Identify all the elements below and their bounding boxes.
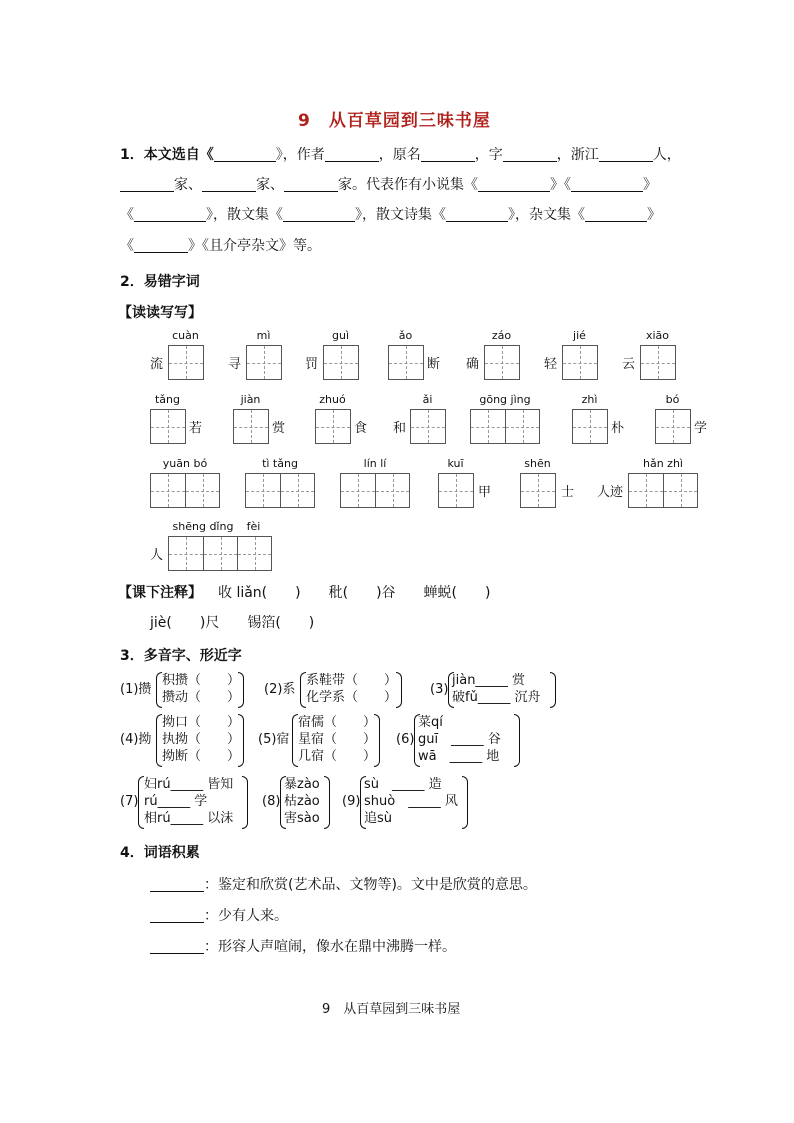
pinyin: hǎn zhì xyxy=(643,457,683,470)
item: 妇rú_____ 皆知 xyxy=(144,777,234,792)
q1-text: 》，杂文集《 xyxy=(508,207,585,223)
page-footer: 9 从百草园到三味书屋 xyxy=(322,1002,461,1017)
right-brace xyxy=(462,776,468,829)
q1-line-2 xyxy=(120,170,657,201)
item: jiàn_____ 赏 xyxy=(452,673,526,688)
writing-box[interactable] xyxy=(168,536,272,571)
q1-text: 》，作者 xyxy=(275,147,325,163)
q1-line-1 xyxy=(120,140,681,171)
char: 士 xyxy=(561,485,575,500)
item: 害sào xyxy=(284,811,320,826)
blank[interactable] xyxy=(150,906,204,923)
blank[interactable] xyxy=(446,205,508,222)
group-label: (4)拗 xyxy=(120,732,152,747)
q3-heading: 3．多音字、形近字 xyxy=(120,648,242,664)
item: 积攒（ ） xyxy=(162,673,241,688)
item: 攒动（ ） xyxy=(162,690,241,705)
q1-text: 家。代表作有小说集《 xyxy=(338,177,478,193)
item: 暴zào xyxy=(284,777,320,792)
char: 甲 xyxy=(478,485,492,500)
pinyin: tǎng xyxy=(154,393,180,406)
char: 赏 xyxy=(272,421,286,436)
pinyin: shēn xyxy=(524,457,551,470)
q1-text: 》 xyxy=(643,177,657,193)
right-brace xyxy=(550,672,556,708)
item: 拗口（ ） xyxy=(162,715,241,730)
item: 拗断（ ） xyxy=(162,749,241,764)
item: 追sù xyxy=(364,811,393,826)
item: 几宿（ ） xyxy=(298,749,377,764)
blank[interactable] xyxy=(202,175,256,192)
char: 轻 xyxy=(544,357,558,372)
group-label: (7) xyxy=(120,794,139,809)
blank[interactable] xyxy=(325,145,379,162)
q1-text: 1．本文选自《 xyxy=(120,147,214,163)
item: 化学系（ ） xyxy=(306,690,398,705)
q4-definition: ：少有人来。 xyxy=(204,908,288,924)
writing-box[interactable] xyxy=(340,473,410,508)
q1-line-4 xyxy=(120,231,321,262)
writing-box[interactable] xyxy=(233,409,269,444)
item: 破fǔ_____ 沉舟 xyxy=(452,690,541,705)
item: 相rú_____ 以沫 xyxy=(144,811,234,826)
writing-box[interactable] xyxy=(484,345,520,380)
pinyin: xiāo xyxy=(645,329,670,342)
group-label: (8) xyxy=(262,794,281,809)
blank[interactable] xyxy=(585,205,647,222)
pinyin: shēng dǐng xyxy=(172,520,234,533)
char: 食 xyxy=(354,421,368,436)
pinyin: cuàn xyxy=(172,329,199,342)
pinyin: bó xyxy=(665,393,680,406)
q1-text: 《 xyxy=(120,207,134,223)
char: 和 xyxy=(393,421,407,436)
pinyin: jiàn xyxy=(240,393,261,406)
char: 学 xyxy=(694,421,708,436)
right-brace xyxy=(374,714,380,767)
writing-box[interactable] xyxy=(150,473,220,508)
item: 执拗（ ） xyxy=(162,732,241,747)
blank[interactable] xyxy=(571,175,643,192)
right-brace xyxy=(238,672,244,708)
item: shuò _____ 风 xyxy=(364,794,458,809)
item: wā _____ 地 xyxy=(418,749,500,764)
char: 云 xyxy=(622,357,636,372)
writing-box[interactable] xyxy=(562,345,598,380)
right-brace xyxy=(396,672,402,708)
group-label: (1)攒 xyxy=(120,682,152,697)
right-brace xyxy=(324,776,330,829)
q1-text: ，原名 xyxy=(378,147,421,163)
right-brace xyxy=(242,776,248,829)
pinyin: gōng jìng xyxy=(479,393,531,406)
q1-text: 》《且介亭杂文》等。 xyxy=(188,238,321,254)
char: 寻 xyxy=(228,357,242,372)
q4-item xyxy=(150,874,537,894)
item: sù _____ 造 xyxy=(364,777,442,792)
char: 人 xyxy=(150,548,164,563)
group-label: (3) xyxy=(430,682,449,697)
item: rú_____ 学 xyxy=(144,794,208,809)
char: 确 xyxy=(466,357,480,372)
item: 星宿（ ） xyxy=(298,732,377,747)
writing-box[interactable] xyxy=(168,345,204,380)
pinyin: zhuó xyxy=(319,393,346,406)
q4-item xyxy=(150,905,288,925)
q4-definition: ：鉴定和欣赏(艺术品、文物等)。文中是欣赏的意思。 xyxy=(204,877,537,893)
char: 人迹 xyxy=(597,485,624,500)
q1-text: ，字 xyxy=(474,147,503,163)
group-label: (6) xyxy=(396,732,415,747)
q1-text: 《 xyxy=(120,238,134,254)
pinyin: yuān bó xyxy=(162,457,208,470)
blank[interactable] xyxy=(134,205,206,222)
writing-box[interactable] xyxy=(572,409,608,444)
group-label: (2)系 xyxy=(264,682,296,697)
notes-line-2: jiè( )尺 锡箔( ) xyxy=(150,615,315,631)
char: 若 xyxy=(189,421,203,436)
pinyin: mì xyxy=(256,329,271,342)
q1-text: 》，散文集《 xyxy=(206,207,283,223)
char: 断 xyxy=(427,357,441,372)
item: 枯zào xyxy=(284,794,320,809)
q2-subheading: 【读读写写】 xyxy=(118,305,202,321)
blank[interactable] xyxy=(599,145,653,162)
right-brace xyxy=(238,714,244,767)
writing-box[interactable] xyxy=(470,409,540,444)
pinyin: guì xyxy=(331,329,349,342)
writing-box[interactable] xyxy=(388,345,424,380)
item: guī _____ 谷 xyxy=(418,732,501,747)
char: 流 xyxy=(150,357,164,372)
writing-box[interactable] xyxy=(410,409,446,444)
pinyin: fèi xyxy=(246,520,261,533)
q1-text: 》，散文诗集《 xyxy=(355,207,446,223)
notes-label: 【课下注释】 xyxy=(118,585,202,601)
char: 罚 xyxy=(305,357,319,372)
pinyin: lín lí xyxy=(363,457,387,470)
writing-box[interactable] xyxy=(640,345,676,380)
q1-text: 》 xyxy=(647,207,661,223)
writing-box[interactable] xyxy=(323,345,359,380)
blank[interactable] xyxy=(284,175,338,192)
pinyin: ǎo xyxy=(398,329,413,342)
blank[interactable] xyxy=(120,175,174,192)
q1-text: 人， xyxy=(652,147,681,163)
pinyin: zhì xyxy=(581,393,598,406)
q1-text: 》《 xyxy=(550,177,571,193)
q1-text: 家、 xyxy=(174,177,202,193)
pinyin: jié xyxy=(573,329,586,342)
q1-line-3 xyxy=(120,200,661,231)
notes-line-1: 收 liǎn( ) 秕( )谷 蝉蜕( ) xyxy=(218,585,491,601)
writing-box[interactable] xyxy=(520,473,556,508)
blank[interactable] xyxy=(150,875,204,892)
blank[interactable] xyxy=(134,236,188,253)
pinyin: kuī xyxy=(447,457,464,470)
blank[interactable] xyxy=(421,145,475,162)
writing-box[interactable] xyxy=(655,409,691,444)
group-label: (5)宿 xyxy=(258,732,290,747)
writing-box[interactable] xyxy=(438,473,474,508)
pinyin: ǎi xyxy=(422,393,433,406)
q4-item xyxy=(150,936,456,956)
item: 菜qí xyxy=(418,715,443,730)
q2-heading: 2．易错字词 xyxy=(120,274,200,290)
q1-text: 家、 xyxy=(256,177,284,193)
writing-box[interactable] xyxy=(150,409,186,444)
group-label: (9) xyxy=(342,794,361,809)
pinyin: tì tǎng xyxy=(262,457,298,470)
blank[interactable] xyxy=(478,175,550,192)
q4-definition: ：形容人声喧闹，像水在鼎中沸腾一样。 xyxy=(204,939,456,955)
item: 系鞋带（ ） xyxy=(306,673,398,688)
blank[interactable] xyxy=(214,145,276,162)
writing-box[interactable] xyxy=(245,473,315,508)
pinyin: záo xyxy=(491,329,512,342)
page-title: 9 从百草园到三味书屋 xyxy=(298,111,491,131)
blank[interactable] xyxy=(503,145,557,162)
char: 朴 xyxy=(611,421,625,436)
writing-box[interactable] xyxy=(246,345,282,380)
q1-text: ，浙江 xyxy=(556,147,599,163)
item: 宿儒（ ） xyxy=(298,715,377,730)
writing-box[interactable] xyxy=(628,473,698,508)
writing-box[interactable] xyxy=(315,409,351,444)
blank[interactable] xyxy=(283,205,355,222)
q4-heading: 4．词语积累 xyxy=(120,845,200,861)
right-brace xyxy=(514,714,520,767)
blank[interactable] xyxy=(150,937,204,954)
